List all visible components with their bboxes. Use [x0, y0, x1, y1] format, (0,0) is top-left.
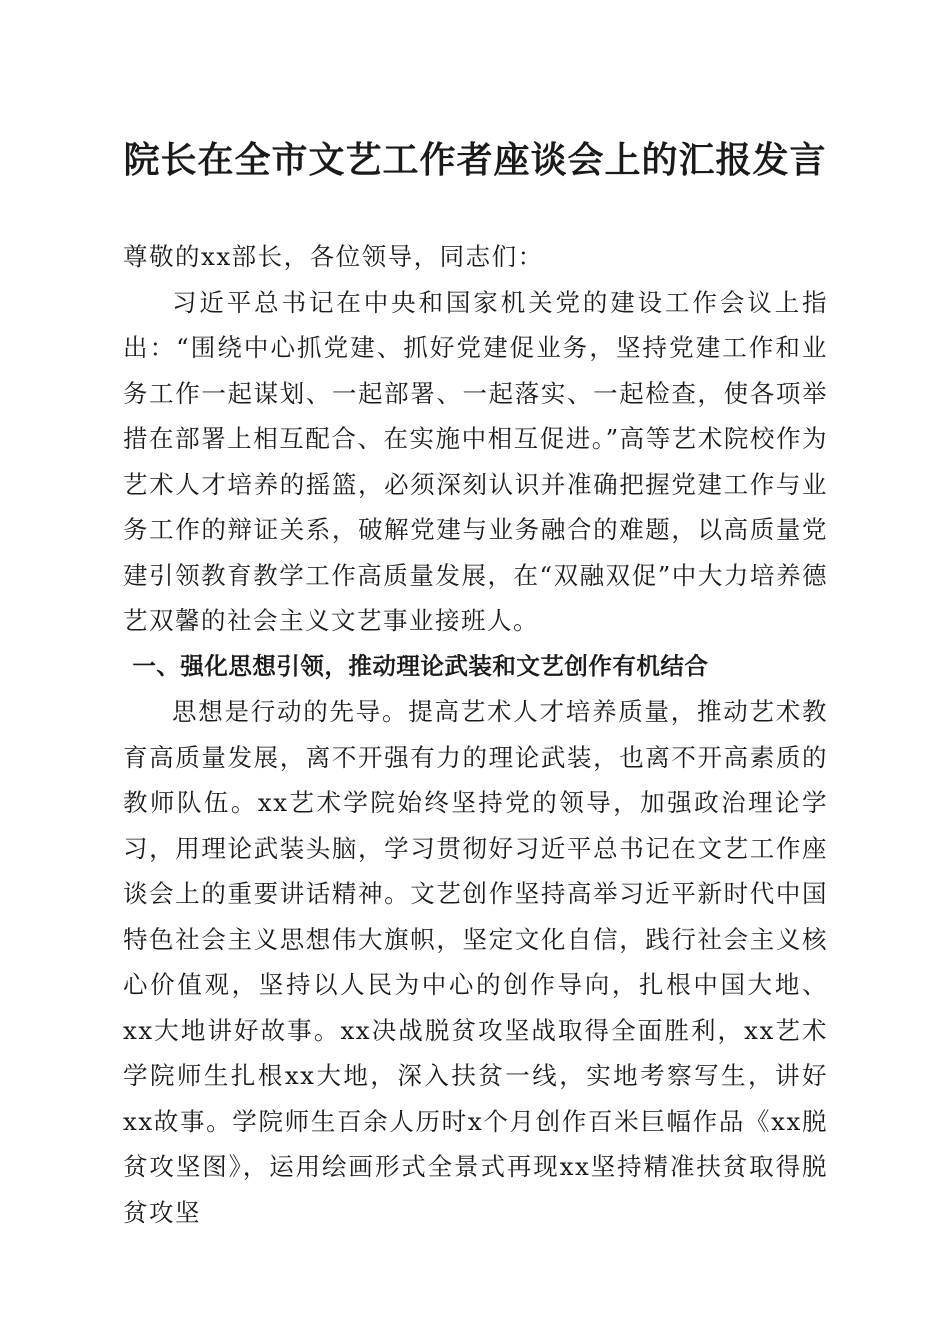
intro-paragraph: 习近平总书记在中央和国家机关党的建设工作会议上指出：“围绕中心抓党建、抓好党建促业务，坚持党建工作和业务工作一起谋划、一起部署、一起落实、一起检查，使各项举措在部署上相互配合、在实施中相互促进。”高等艺术院校作为艺术人才培养的摇篮，必须深刻认识并准确把握党建工作与业务工作的辩证关系，破解党建与业务融合的难题，以高质量党建引领教育教学工作高质量发展，在“双融双促”中大力培养德艺双馨的社会主义文艺事业接班人。 — [123, 287, 828, 635]
section-paragraph: 思想是行动的先导。提高艺术人才培养质量，推动艺术教育高质量发展，离不开强有力的理论武装，也离不开高素质的教师队伍。xx艺术学院始终坚持党的领导，加强政治理论学习，用理论武装头脑，学习贯彻好习近平总书记在文艺工作座谈会上的重要讲话精神。文艺创作坚持高举习近平新时代中国特色社会主义思想伟大旗帜，坚定文化自信，践行社会主义核心价值观，坚持以人民为中心的创作导向，扎根中国大地、xx大地讲好故事。xx决战脱贫攻坚战取得全面胜利，xx艺术学院师生扎根xx大地，深入扶贫一线，实地考察写生，讲好xx故事。学院师生百余人历时x个月创作百米巨幅作品《xx脱贫攻坚图》，运用绘画形式全景式再现xx坚持精准扶贫取得脱贫攻坚 — [123, 697, 828, 1227]
section-heading: 一、强化思想引领，推动理论武装和文艺创作有机结合 — [132, 651, 709, 680]
document-body — [123, 234, 828, 1235]
document-title: 院长在全市文艺工作者座谈会上的汇报发言 — [123, 139, 827, 181]
salutation: 尊敬的xx部长，各位领导，同志们： — [123, 242, 544, 271]
